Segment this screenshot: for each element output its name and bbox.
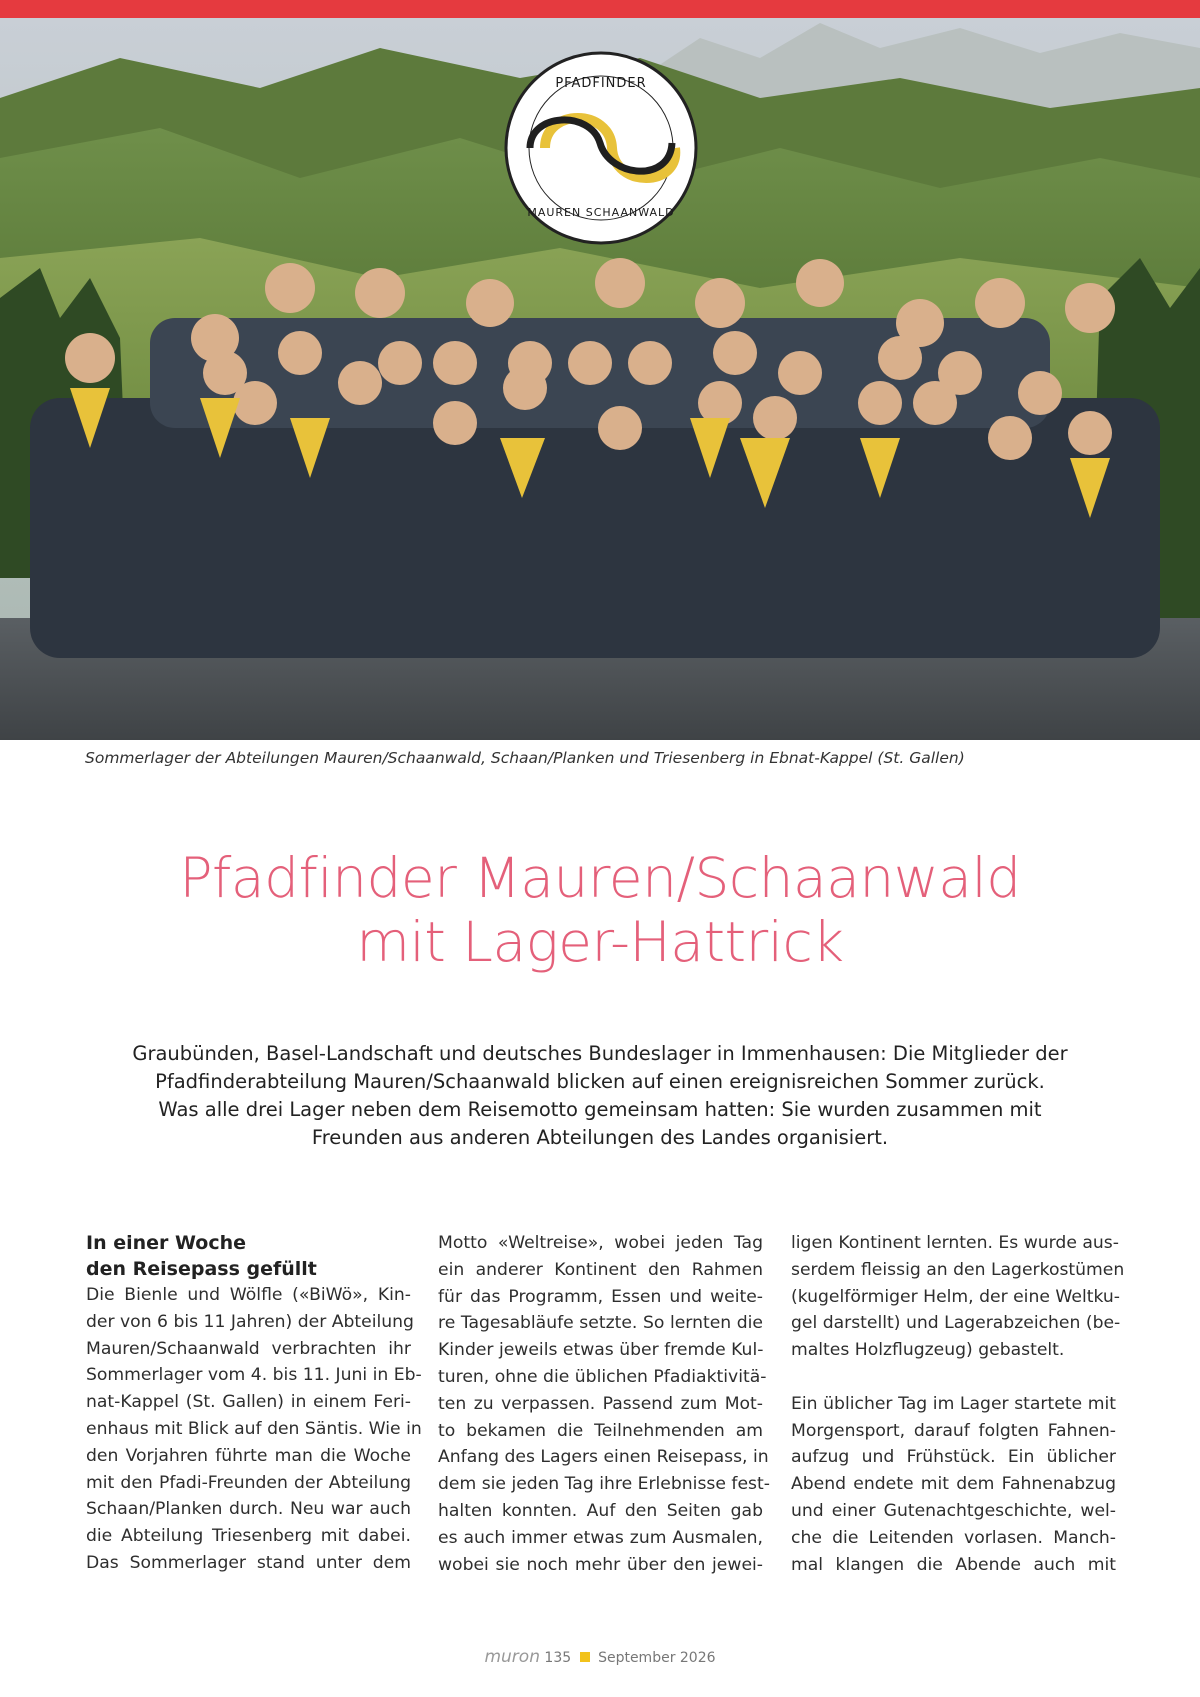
text-line: ligen Kontinent lernten. Es wurde aus- — [791, 1233, 1119, 1253]
text-line: Abend endete mit dem Fahnenabzug — [791, 1474, 1116, 1495]
section-heading — [86, 1230, 411, 1282]
text-line: für das Programm, Essen und weite- — [438, 1286, 763, 1307]
magazine-brand: muron — [484, 1647, 540, 1667]
text-line: nat-Kappel (St. Gallen) in einem Feri- — [86, 1392, 411, 1413]
text-line: Sommerlager vom 4. bis 11. Juni in Eb- — [86, 1365, 422, 1386]
text-line: maltes Holzflugzeug) gebastelt. — [791, 1340, 1065, 1361]
text-line: die Abteilung Triesenberg mit dabei. — [86, 1526, 411, 1547]
page-footer — [0, 1647, 1200, 1667]
paragraph-gap — [791, 1364, 1116, 1391]
text-line: Schaan/Planken durch. Neu war auch — [86, 1499, 411, 1520]
column-2-text — [438, 1230, 770, 1578]
text-line: der von 6 bis 11 Jahren) der Abteilung — [86, 1311, 414, 1332]
title-line-1: Pfadfinder Mauren/Schaanwald — [179, 846, 1021, 910]
issue-date: September 2026 — [598, 1650, 716, 1666]
text-line: ein anderer Kontinent den Rahmen — [438, 1259, 763, 1280]
text-line: und einer Gutenachtgeschichte, wel- — [791, 1500, 1116, 1521]
text-line: Die Bienle und Wölfle («BiWö», Kin- — [86, 1285, 411, 1305]
text-line: es auch immer etwas zum Ausmalen, — [438, 1527, 763, 1548]
text-line: che die Leitenden vorlasen. Manch- — [791, 1527, 1116, 1548]
column-1 — [86, 1230, 422, 1577]
text-line: mal klangen die Abende auch mit — [791, 1554, 1116, 1575]
text-line: re Tagesabläufe setzte. So lernten die — [438, 1313, 763, 1334]
photo-caption: Sommerlager der Abteilungen Mauren/Schaanwald, Schaan/Planken und Triesenberg in Ebnat-Kappel (St. Gallen) — [85, 749, 965, 767]
text-line: gel darstellt) und Lagerabzeichen (be- — [791, 1313, 1121, 1334]
text-line: aufzug und Frühstück. Ein üblicher — [791, 1447, 1116, 1468]
lead-paragraph — [120, 1040, 1080, 1152]
text-line: enhaus mit Blick auf den Säntis. Wie in — [86, 1418, 422, 1439]
text-line: (kugelförmiger Helm, der eine Weltku- — [791, 1286, 1120, 1307]
lead-line-1: Graubünden, Basel-Landschaft und deutsches Bundeslager in Immenhausen: Die Mitglieder der — [132, 1042, 1068, 1065]
logo-top-text: PFADFINDER — [555, 76, 647, 91]
column-3 — [791, 1230, 1125, 1578]
text-line: Morgensport, darauf folgten Fahnen- — [791, 1420, 1116, 1441]
text-line: Kinder jeweils etwas über fremde Kul- — [438, 1340, 764, 1361]
top-accent-bar — [0, 0, 1200, 18]
article-body — [86, 1230, 1125, 1580]
footer-square-icon — [580, 1652, 590, 1662]
text-line: serdem fleissig an den Lagerkostümen — [791, 1259, 1125, 1280]
text-line: dem sie jeden Tag ihre Erlebnisse fest- — [438, 1474, 770, 1495]
text-line: den Vorjahren führte man die Woche — [86, 1445, 411, 1466]
text-line: ten zu verpassen. Passend zum Mot- — [438, 1393, 763, 1414]
section-heading-line-2: den Reisepass gefüllt — [86, 1258, 317, 1280]
text-line: mit den Pfadi-Freunden der Abteilung — [86, 1472, 411, 1493]
text-line: wobei sie noch mehr über den jewei- — [438, 1554, 763, 1575]
lead-line-2: Pfadfinderabteilung Mauren/Schaanwald blicken auf einen ereignisreichen Sommer zurück. — [155, 1070, 1045, 1093]
article-title — [0, 846, 1200, 974]
column-1-text — [86, 1282, 422, 1577]
text-line: turen, ohne die üblichen Pfadiaktivitä- — [438, 1366, 767, 1387]
text-line: Das Sommerlager stand unter dem — [86, 1552, 411, 1573]
text-line: Mauren/Schaanwald verbrachten ihr — [86, 1338, 411, 1359]
column-2 — [438, 1230, 770, 1578]
issue-number: 135 — [544, 1650, 572, 1666]
group-photo — [0, 18, 1200, 740]
text-line: halten konnten. Auf den Seiten gab — [438, 1500, 763, 1521]
section-heading-line-1: In einer Woche — [86, 1232, 247, 1254]
lead-line-4: Freunden aus anderen Abteilungen des Landes organisiert. — [311, 1126, 889, 1149]
text-line: Motto «Weltreise», wobei jeden Tag — [438, 1233, 763, 1253]
column-3-text — [791, 1230, 1125, 1578]
text-line: to bekamen die Teilnehmenden am — [438, 1420, 763, 1441]
title-line-2: mit Lager-Hattrick — [356, 910, 844, 974]
text-line: Anfang des Lagers einen Reisepass, in — [438, 1447, 769, 1468]
text-line: Ein üblicher Tag im Lager startete mit — [791, 1393, 1116, 1414]
lead-line-3: Was alle drei Lager neben dem Reisemotto gemeinsam hatten: Sie wurden zusammen mit — [158, 1098, 1042, 1121]
logo-bottom-text: MAUREN SCHAANWALD — [527, 206, 675, 219]
